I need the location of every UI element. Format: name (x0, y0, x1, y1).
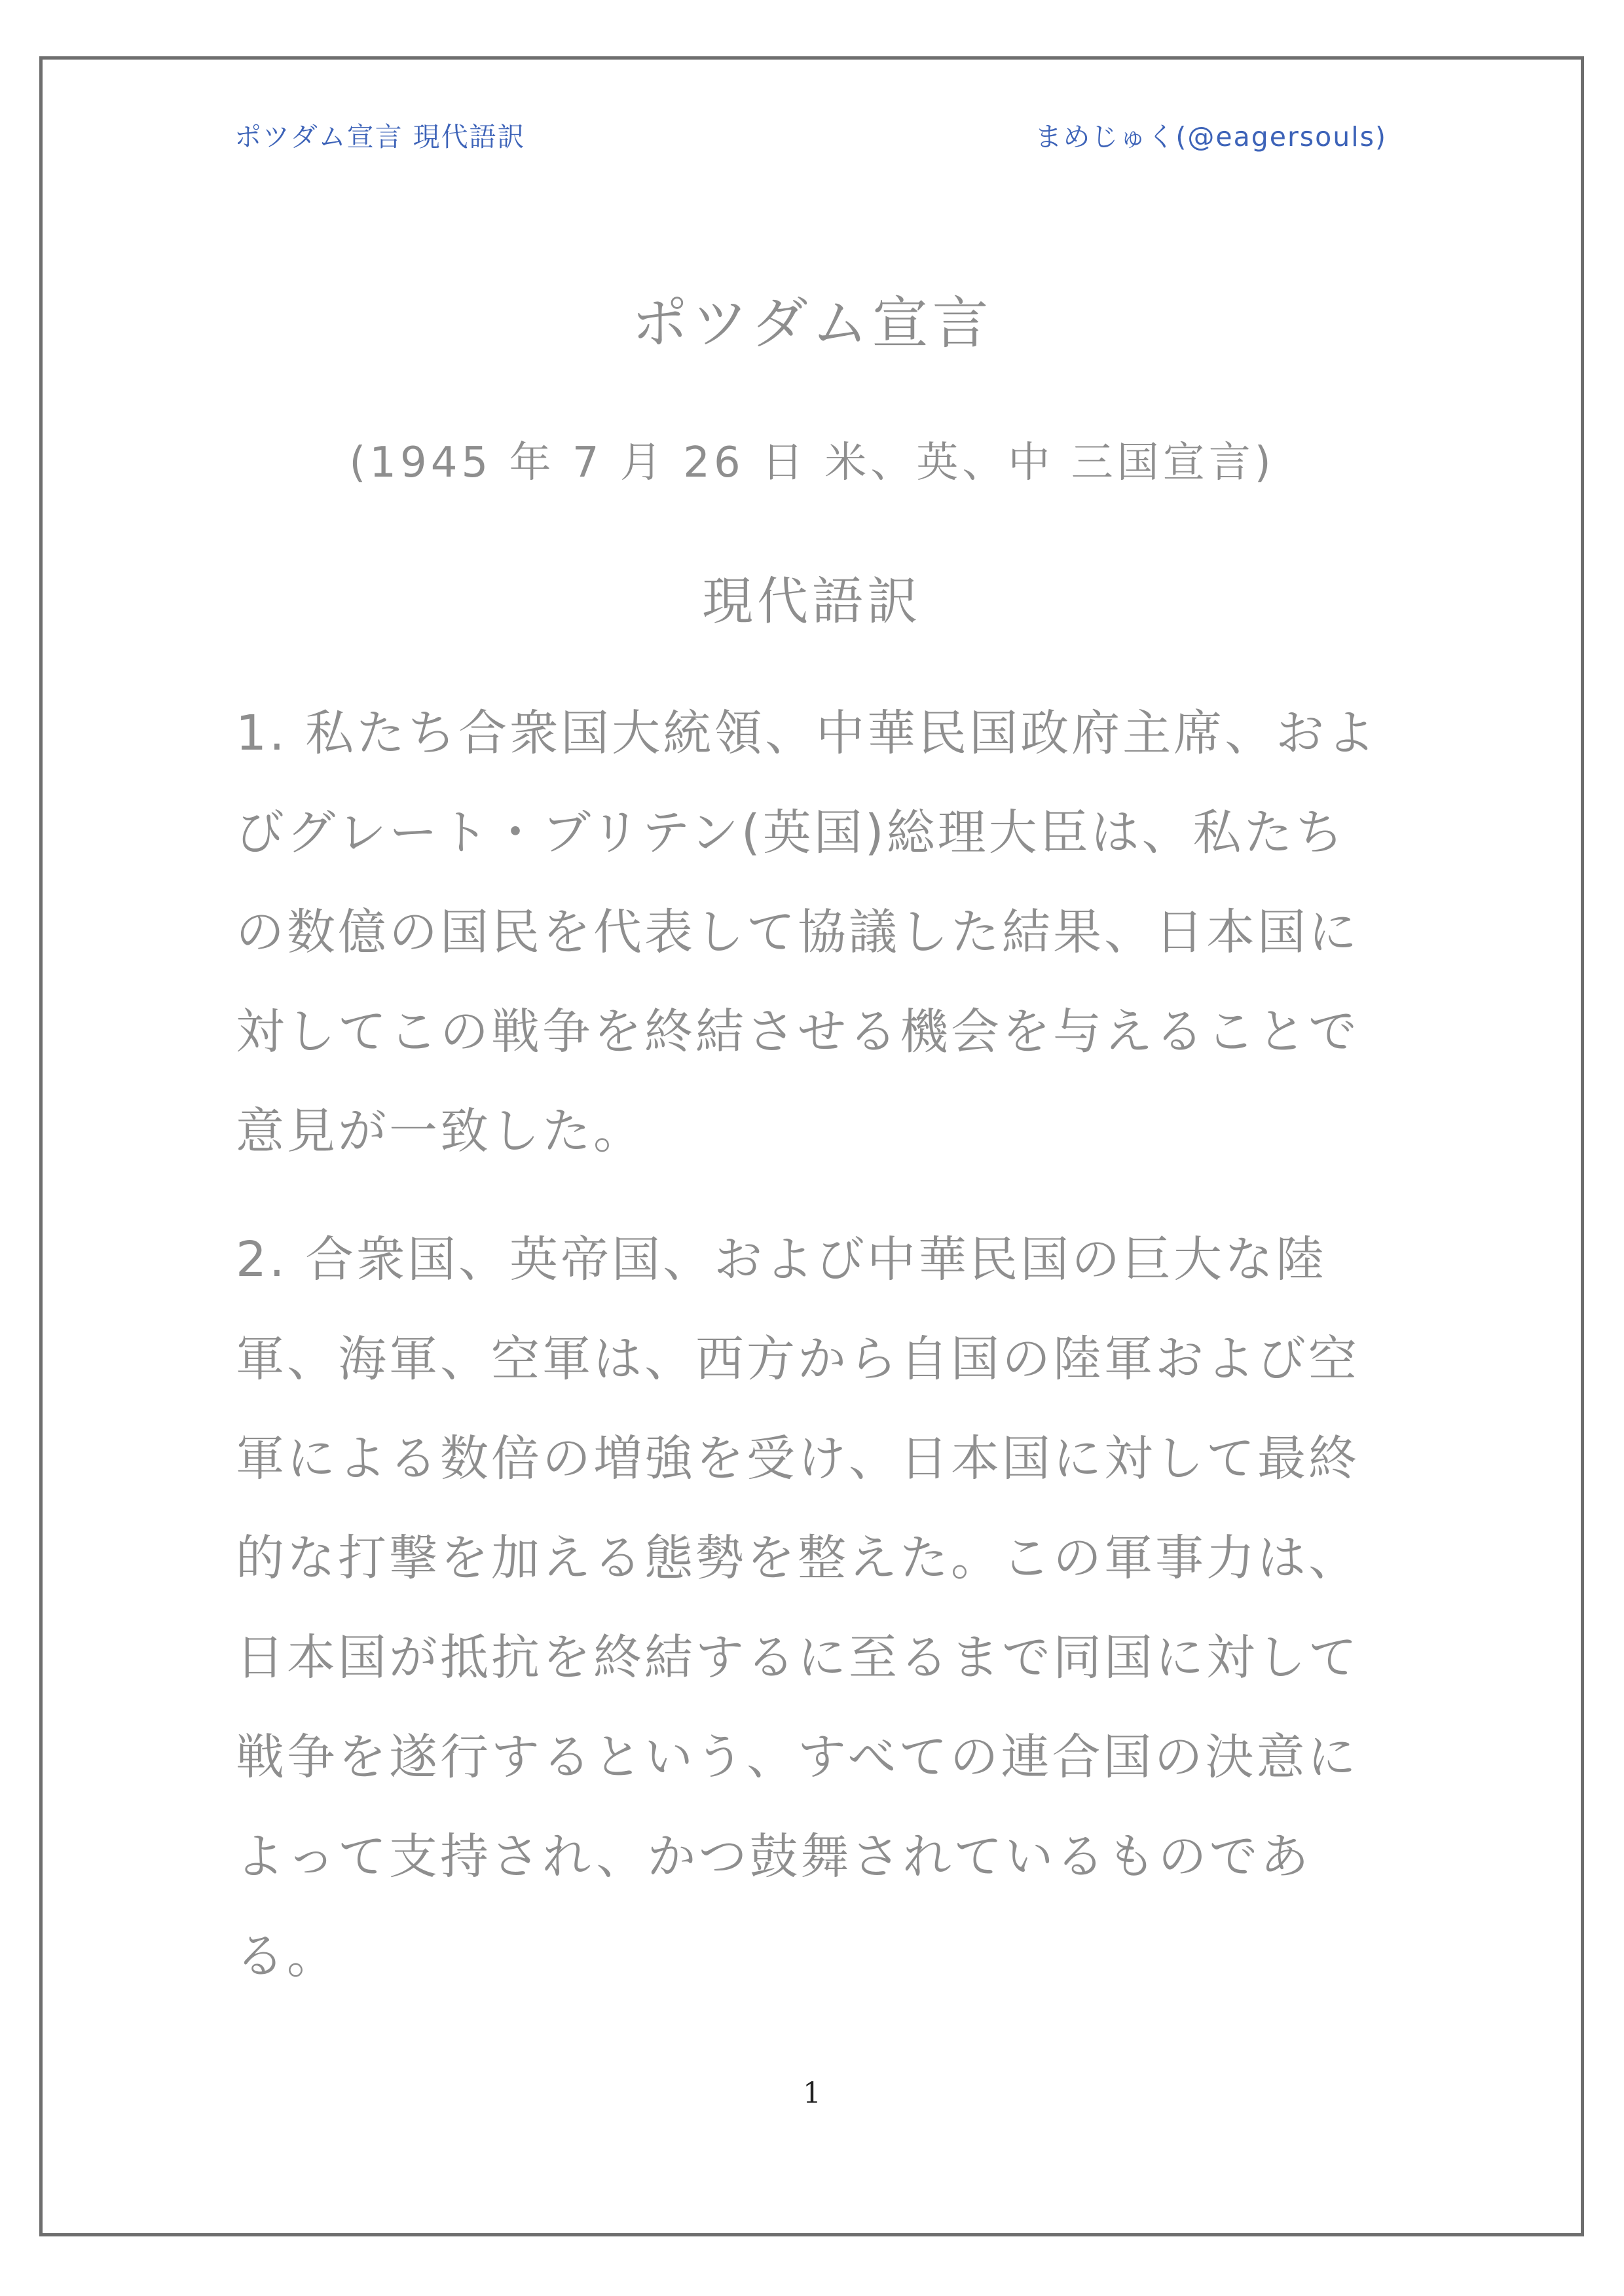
section-heading: 現代語訳 (701, 572, 922, 631)
paragraph-2: 2. 合衆国、英帝国、および中華民国の巨大な陸軍、海軍、空軍は、西方から自国の陸軍および空軍による数倍の増強を受け、日本国に対して最終的な打撃を加える態勢を整えた。この軍事力は、日本国が抵抗を終結するに至るまで同国に対して戦争を遂行するという、すべての連合国の決意によって支持され、かつ鼓舞されているものである。 (236, 1231, 1359, 1984)
document-subtitle: (1945 年 7 月 26 日 米、英、中 三国宣言) (349, 439, 1275, 487)
page-number: 1 (803, 2077, 821, 2110)
running-header-author: まめじゅく(@eagersouls) (1035, 121, 1387, 153)
paragraph-1: 1. 私たち合衆国大統領、中華民国政府主席、およびグレート・ブリテン(英国)総理大臣は、私たちの数億の国民を代表して協議した結果、日本国に対してこの戦争を終結させる機会を与えることで意見が一致した。 (236, 705, 1378, 1159)
document-title: ポツダム宣言 (631, 291, 993, 356)
running-header-title: ポツダム宣言 現代語訳 (234, 121, 526, 153)
